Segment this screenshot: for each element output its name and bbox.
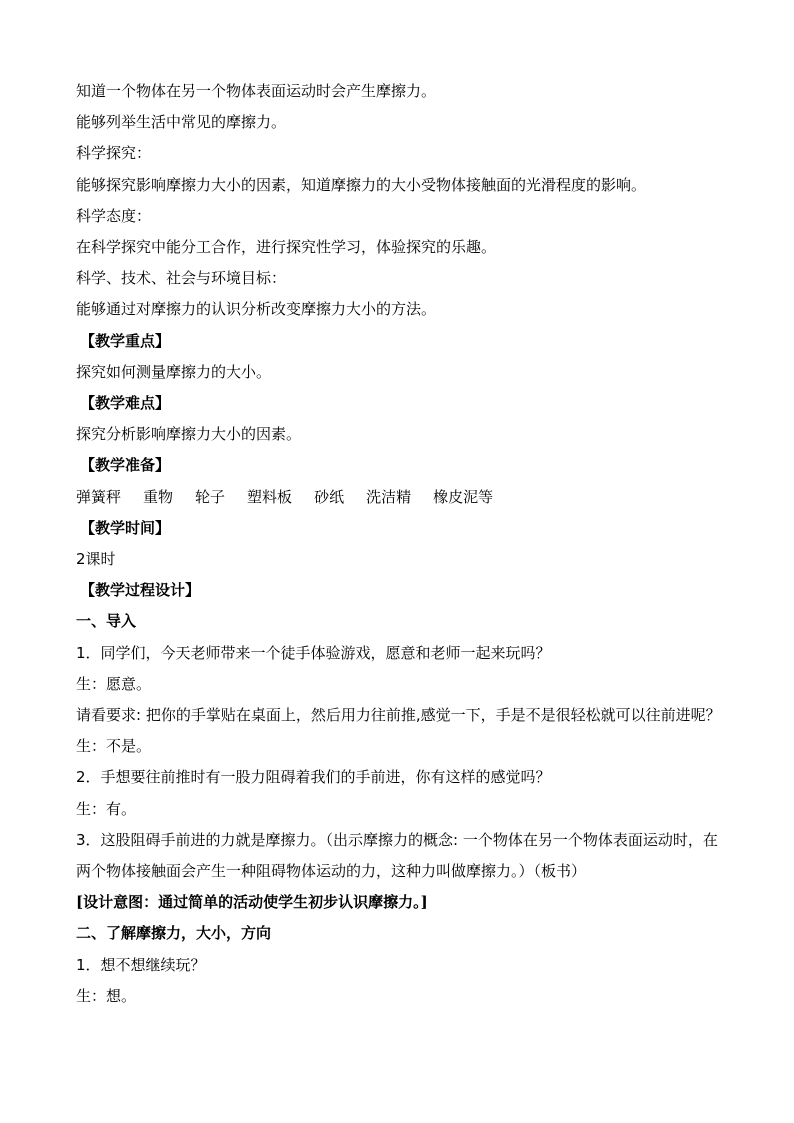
key-point-heading: 【教学重点】 xyxy=(80,331,171,350)
part1-answer-2: 生：不是。 xyxy=(76,737,152,756)
materials-list xyxy=(76,482,726,513)
difficulty-heading: 【教学难点】 xyxy=(80,394,171,413)
objective-line: 能够探究影响摩擦力大小的因素，知道摩擦力的大小受物体接触面的光滑程度的影响。 xyxy=(76,175,647,194)
material-item: 重物 xyxy=(143,487,174,506)
part1-answer-1: 生：愿意。 xyxy=(76,674,152,693)
part1-question-3: 3．这股阻碍手前进的力就是摩擦力。（出示摩擦力的概念: 一个物体在另一个物体表面运动时，在两个物体接触面会产生一种阻碍物体运动的力，这种力叫做摩擦力。）（板书） xyxy=(76,830,718,881)
preparation-heading: 【教学准备】 xyxy=(80,456,171,475)
design-intent-note: [设计意图：通过简单的活动使学生初步认识摩擦力。] xyxy=(76,893,428,912)
part1-instruction: 请看要求: 把你的手掌贴在桌面上，然后用力往前推,感觉一下，手是不是很轻松就可以往前进呢？ xyxy=(76,706,721,725)
time-text: 2课时 xyxy=(76,550,116,569)
material-item: 塑料板 xyxy=(247,487,293,506)
part1-title: 一、导入 xyxy=(76,612,137,631)
part1-question-1: 1．同学们，今天老师带来一个徒手体验游戏，愿意和老师一起来玩吗？ xyxy=(76,643,551,662)
objective-subheading: 科学、技术、社会与环境目标： xyxy=(76,269,287,288)
material-item: 轮子 xyxy=(195,487,226,506)
process-heading: 【教学过程设计】 xyxy=(80,581,201,600)
objective-line: 能够列举生活中常见的摩擦力。 xyxy=(76,113,287,132)
objective-line: 知道一个物体在另一个物体表面运动时会产生摩擦力。 xyxy=(76,82,437,100)
part2-answer-1: 生：想。 xyxy=(76,986,137,1005)
objective-subheading: 科学探究： xyxy=(76,144,152,163)
time-heading: 【教学时间】 xyxy=(80,518,171,537)
objective-line: 在科学探究中能分工合作，进行探究性学习，体验探究的乐趣。 xyxy=(76,238,497,257)
material-item: 弹簧秤 xyxy=(76,487,122,506)
document-page xyxy=(76,76,726,1012)
material-item: 洗洁精 xyxy=(366,487,412,506)
material-item: 橡皮泥等 xyxy=(433,487,494,506)
part1-question-2: 2．手想要往前推时有一股力阻碍着我们的手前进，你有这样的感觉吗？ xyxy=(76,768,551,787)
objective-line: 能够通过对摩擦力的认识分析改变摩擦力大小的方法。 xyxy=(76,300,437,319)
part2-question-1: 1．想不想继续玩？ xyxy=(76,955,206,974)
material-item: 砂纸 xyxy=(314,487,345,506)
difficulty-text: 探究分析影响摩擦力大小的因素。 xyxy=(76,425,302,444)
part2-title: 二、了解摩擦力，大小，方向 xyxy=(76,924,272,943)
objective-subheading: 科学态度： xyxy=(76,206,152,225)
key-point-text: 探究如何测量摩擦力的大小。 xyxy=(76,362,272,381)
part1-answer-3: 生：有。 xyxy=(76,799,137,818)
